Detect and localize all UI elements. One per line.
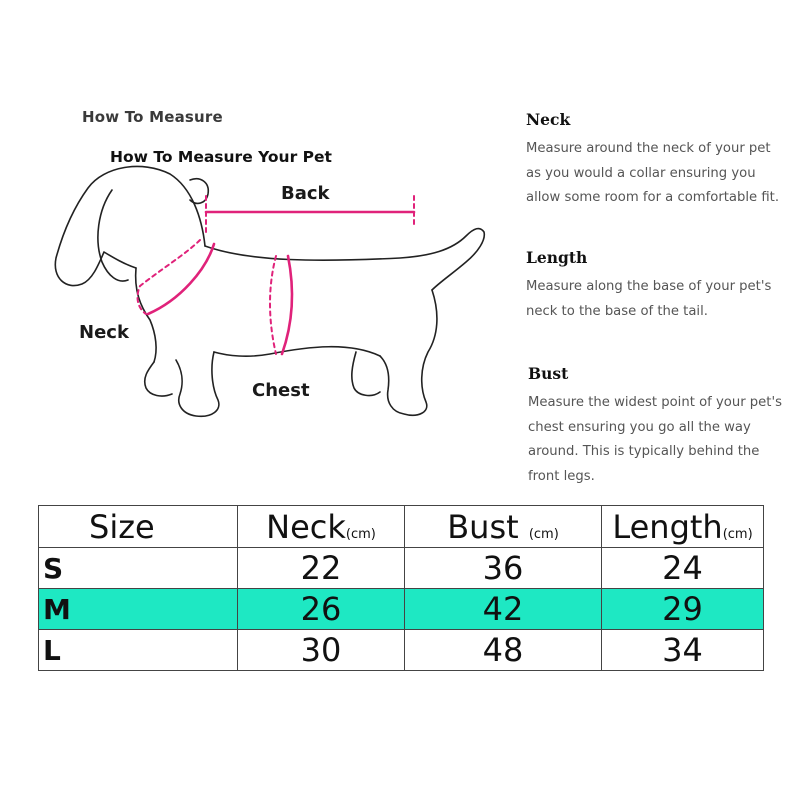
table-row-m [39,589,764,630]
dog-front-leg-outline [176,352,219,416]
neck-cell: 22 [238,548,405,589]
size-cell: L [39,630,238,671]
neck-measure-loop [148,244,214,314]
size-cell: M [39,589,238,630]
table-header-row [39,506,764,548]
size-chart-table [38,505,764,671]
dog-ear-outline [98,190,128,281]
neck-description-title: Neck [526,110,571,129]
size-column-header [39,506,238,548]
table-row-l [39,630,764,671]
length-header-label: Length [612,507,723,546]
neck-label: Neck [79,322,129,343]
how-to-measure-heading: How To Measure [82,108,223,126]
dog-paw-outline [145,362,172,396]
bust-unit-label: (cm) [528,526,559,542]
chest-measure-loop [282,256,292,354]
bust-cell: 48 [405,630,602,671]
length-column-header [602,506,764,548]
size-header-label: Size [89,507,155,546]
neck-description-text: Measure around the neck of your pet as you would a collar ensuring you allow some room for a comfortable fit. [526,141,780,206]
neck-description [526,110,788,211]
length-unit-label: (cm) [722,526,753,542]
dog-measurement-diagram [0,0,520,480]
neck-cell: 26 [238,589,405,630]
bust-header-label: Bust [447,507,519,546]
dog-rear-outline [380,290,437,415]
back-label: Back [281,183,330,204]
length-description-title: Length [526,248,588,267]
bust-description-text: Measure the widest point of your pet's chest ensuring you go all the way around. This is typically behind the front legs. [528,395,782,484]
length-cell: 29 [602,589,764,630]
neck-header-label: Neck [266,507,346,546]
neck-cell: 30 [238,630,405,671]
bust-cell: 36 [405,548,602,589]
neck-column-header [238,506,405,548]
length-cell: 24 [602,548,764,589]
neck-unit-label: (cm) [345,526,376,542]
dog-outline-illustration [0,0,520,480]
length-cell: 34 [602,630,764,671]
table-row-s [39,548,764,589]
dog-head-outline [55,166,205,285]
dog-back-outline [205,229,484,290]
bust-description-title: Bust [528,364,569,383]
dog-hind-leg-outline [352,352,380,395]
bust-column-header [405,506,602,548]
bust-cell: 42 [405,589,602,630]
length-description-text: Measure along the base of your pet's neck to the base of the tail. [526,279,772,319]
bust-description [528,364,790,489]
chest-label: Chest [252,380,310,401]
how-to-measure-pet-heading: How To Measure Your Pet [110,148,332,166]
length-description [526,248,788,324]
size-cell: S [39,548,238,589]
